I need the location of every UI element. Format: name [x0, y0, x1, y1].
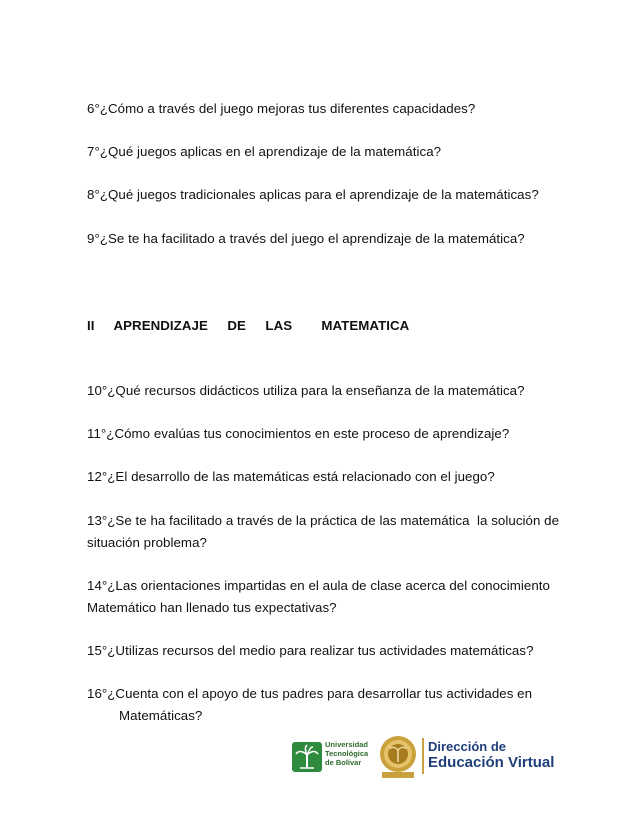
university-seal-logo	[378, 734, 418, 780]
question-9: 9°¿Se te ha facilitado a través del juego el aprendizaje de la matemática?	[87, 231, 525, 246]
footer-logos	[292, 734, 555, 782]
question-13-line2: situación problema?	[87, 535, 207, 550]
palm-tree-icon	[292, 742, 322, 772]
question-8: 8°¿Qué juegos tradicionales aplicas para el aprendizaje de la matemáticas?	[87, 187, 539, 202]
section-heading: II APRENDIZAJE DE LAS MATEMATICA	[87, 318, 410, 333]
question-7: 7°¿Qué juegos aplicas en el aprendizaje de la matemática?	[87, 144, 442, 159]
question-6: 6°¿Cómo a través del juego mejoras tus diferentes capacidades?	[87, 101, 476, 116]
question-10: 10°¿Qué recursos didácticos utiliza para la enseñanza de la matemática?	[87, 383, 525, 398]
department-title-line2: Educación Virtual	[428, 754, 555, 771]
question-12: 12°¿El desarrollo de las matemáticas está relacionado con el juego?	[87, 469, 495, 484]
footer-divider	[422, 738, 424, 774]
question-15: 15°¿Utilizas recursos del medio para realizar tus actividades matemáticas?	[87, 643, 534, 658]
question-14-line2: Matemático han llenado tus expectativas?	[87, 600, 337, 615]
question-16-line1: 16°¿Cuenta con el apoyo de tus padres para desarrollar tus actividades en	[87, 686, 533, 701]
question-11: 11°¿Cómo evalúas tus conocimientos en este proceso de aprendizaje?	[87, 426, 510, 441]
department-title-line1: Dirección de	[428, 739, 507, 754]
university-name: Universidad Tecnológica de Bolívar	[325, 740, 369, 767]
question-16-line2: Matemáticas?	[119, 708, 203, 723]
utb-logo	[292, 740, 372, 776]
question-14-line1: 14°¿Las orientaciones impartidas en el aula de clase acerca del conocimiento	[87, 578, 550, 593]
question-13-line1: 13°¿Se te ha facilitado a través de la práctica de las matemática la solución de	[87, 513, 560, 528]
